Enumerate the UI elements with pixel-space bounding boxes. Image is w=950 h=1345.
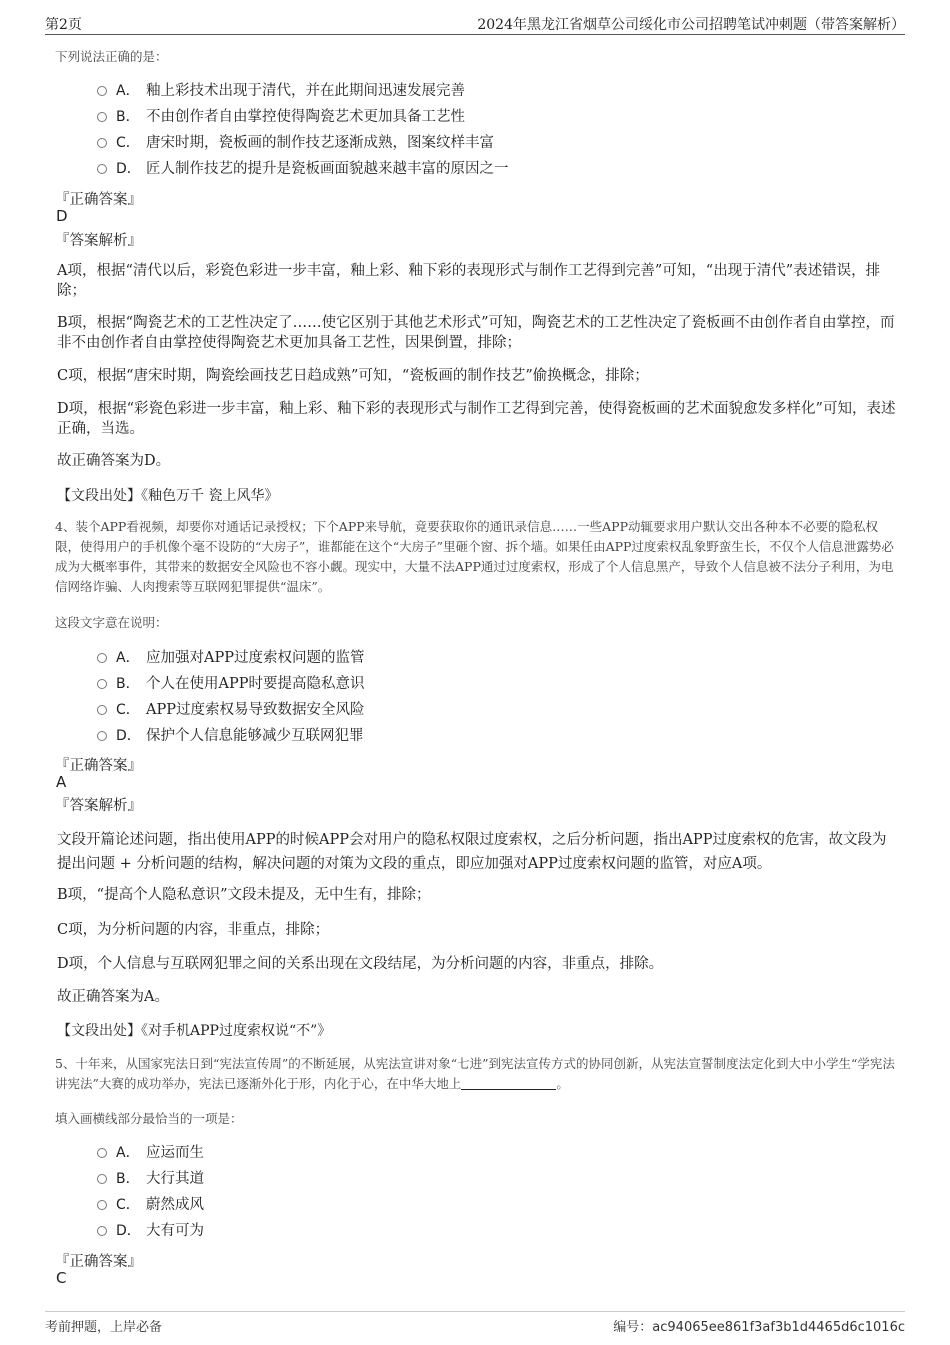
q3-analysis-b: B项，根据“陶瓷艺术的工艺性决定了……使它区别于其他艺术形式”可知，陶瓷艺术的工艺性决定了瓷板画不由创作者自由掌控，而非不由创作者自由掌控使得陶瓷艺术更加具备工艺性，因果倒置，排除； [57,315,895,351]
q4-prompt: 这段文字意在说明： [55,615,168,630]
q3-answer: D [56,207,68,225]
q4-stem: 4、装个APP看视频，却要你对通话记录授权；下个APP来导航，竟要获取你的通讯录信息……一些APP动辄要求用户默认交出各种本不必要的隐私权限，使得用户的手机像个毫不设防的“大房子”，谁都能在这个“大房子”里砸个窗、拆个墙。如果任由APP过度索权乱象野蛮生长，不仅个人信息泄露势必成为大概率事件，其带来的数据安全风险也不容小觑。现实中，大量不法APP通过过度索权，形成了个人信息黑产，导致个人信息被不法分子利用，为电信网络诈骗、人肉搜索等互联网犯罪提供“温床”。 [55,519,894,594]
q5-option-a[interactable]: A． 应运而生 [97,1142,204,1164]
q3-answer-label: 『正确答案』 [55,192,142,208]
q4-answer-label: 『正确答案』 [55,758,142,774]
q5-option-b[interactable]: B． 大行其道 [97,1168,204,1190]
q4-analysis-label: 『答案解析』 [55,798,142,814]
radio-icon[interactable] [97,112,107,122]
q5-answer-label: 『正确答案』 [55,1254,142,1270]
q4-option-c[interactable]: C． APP过度索权易导致数据安全风险 [97,699,364,721]
radio-icon[interactable] [97,705,107,715]
q5-answer: C [56,1269,67,1287]
radio-icon[interactable] [97,1174,107,1184]
q4-analysis-c: C项，为分析问题的内容，非重点，排除； [57,922,330,938]
document-code: 编号：ac94065ee861f3af3b1d4465d6c1016c [613,1320,905,1335]
q4-option-a[interactable]: A． 应加强对APP过度索权问题的监管 [97,647,364,669]
q4-answer: A [56,773,67,791]
footer-slogan: 考前押题，上岸必备 [45,1320,163,1335]
radio-icon[interactable] [97,1148,107,1158]
q3-analysis-a: A项，根据“清代以后，彩瓷色彩进一步丰富，釉上彩、釉下彩的表现形式与制作工艺得到完善”可知，“出现于清代”表述错误，排除； [57,263,881,299]
fill-blank[interactable] [461,1077,556,1090]
q4-option-d[interactable]: D． 保护个人信息能够减少互联网犯罪 [97,725,364,747]
q4-analysis-b: B项，“提高个人隐私意识”文段未提及，无中生有，排除； [57,887,431,903]
q3-conclusion: 故正确答案为D。 [57,453,171,469]
q4-analysis-d: D项，个人信息与互联网犯罪之间的关系出现在文段结尾，为分析问题的内容，非重点，排除。 [57,956,664,972]
radio-icon[interactable] [97,731,107,741]
q3-prompt: 下列说法正确的是： [55,49,168,64]
page-number: 第2页 [45,17,82,33]
radio-icon[interactable] [97,1226,107,1236]
q3-option-c[interactable]: C． 唐宋时期，瓷板画的制作技艺逐渐成熟，图案纹样丰富 [97,132,494,154]
radio-icon[interactable] [97,138,107,148]
q3-analysis-c: C项，根据“唐宋时期，陶瓷绘画技艺日趋成熟”可知，“瓷板画的制作技艺”偷换概念，排除； [57,368,649,384]
q3-option-d[interactable]: D． 匠人制作技艺的提升是瓷板画面貌越来越丰富的原因之一 [97,158,509,180]
q3-option-b[interactable]: B． 不由创作者自由掌控使得陶瓷艺术更加具备工艺性 [97,106,465,128]
q4-conclusion: 故正确答案为A。 [57,989,169,1005]
q5-stem: 5、十年来，从国家宪法日到“宪法宣传周”的不断延展，从宪法宣讲对象“七进”到宪法宣传方式的协同创新，从宪法宣誓制度法定化到大中小学生“学宪法讲宪法”大赛的成功举办，宪法已逐渐外化于形，内化于心，在中华大地上 。 [55,1056,895,1091]
q5-option-d[interactable]: D． 大有可为 [97,1220,204,1242]
page-footer [45,1311,905,1336]
q5-option-c[interactable]: C． 蔚然成风 [97,1194,204,1216]
q5-prompt: 填入画横线部分最恰当的一项是： [55,1111,243,1126]
q4-source: 【文段出处】《对手机APP过度索权说“不”》 [57,1023,332,1039]
q4-analysis-a: 文段开篇论述问题，指出使用APP的时候APP会对用户的隐私权限过度索权，之后分析问题，指出APP过度索权的危害，故文段为提出问题 + 分析问题的结构，解决问题的对策为文段的重点，即应加强对APP过度索权问题的监管，对应A项。 [57,832,887,872]
q4-option-b[interactable]: B． 个人在使用APP时要提高隐私意识 [97,673,364,695]
q3-source: 【文段出处】《釉色万千 瓷上风华》 [57,488,279,504]
q3-analysis-d: D项，根据“彩瓷色彩进一步丰富，釉上彩、釉下彩的表现形式与制作工艺得到完善，使得瓷板画的艺术面貌愈发多样化”可知，表述正确，当选。 [57,401,896,437]
document-title: 2024年黑龙江省烟草公司绥化市公司招聘笔试冲刺题（带答案解析） [477,17,905,33]
radio-icon[interactable] [97,86,107,96]
q3-analysis-label: 『答案解析』 [55,233,142,249]
radio-icon[interactable] [97,164,107,174]
page-header [45,14,905,35]
radio-icon[interactable] [97,1200,107,1210]
q3-option-a[interactable]: A． 釉上彩技术出现于清代，并在此期间迅速发展完善 [97,80,465,102]
radio-icon[interactable] [97,653,107,663]
radio-icon[interactable] [97,679,107,689]
